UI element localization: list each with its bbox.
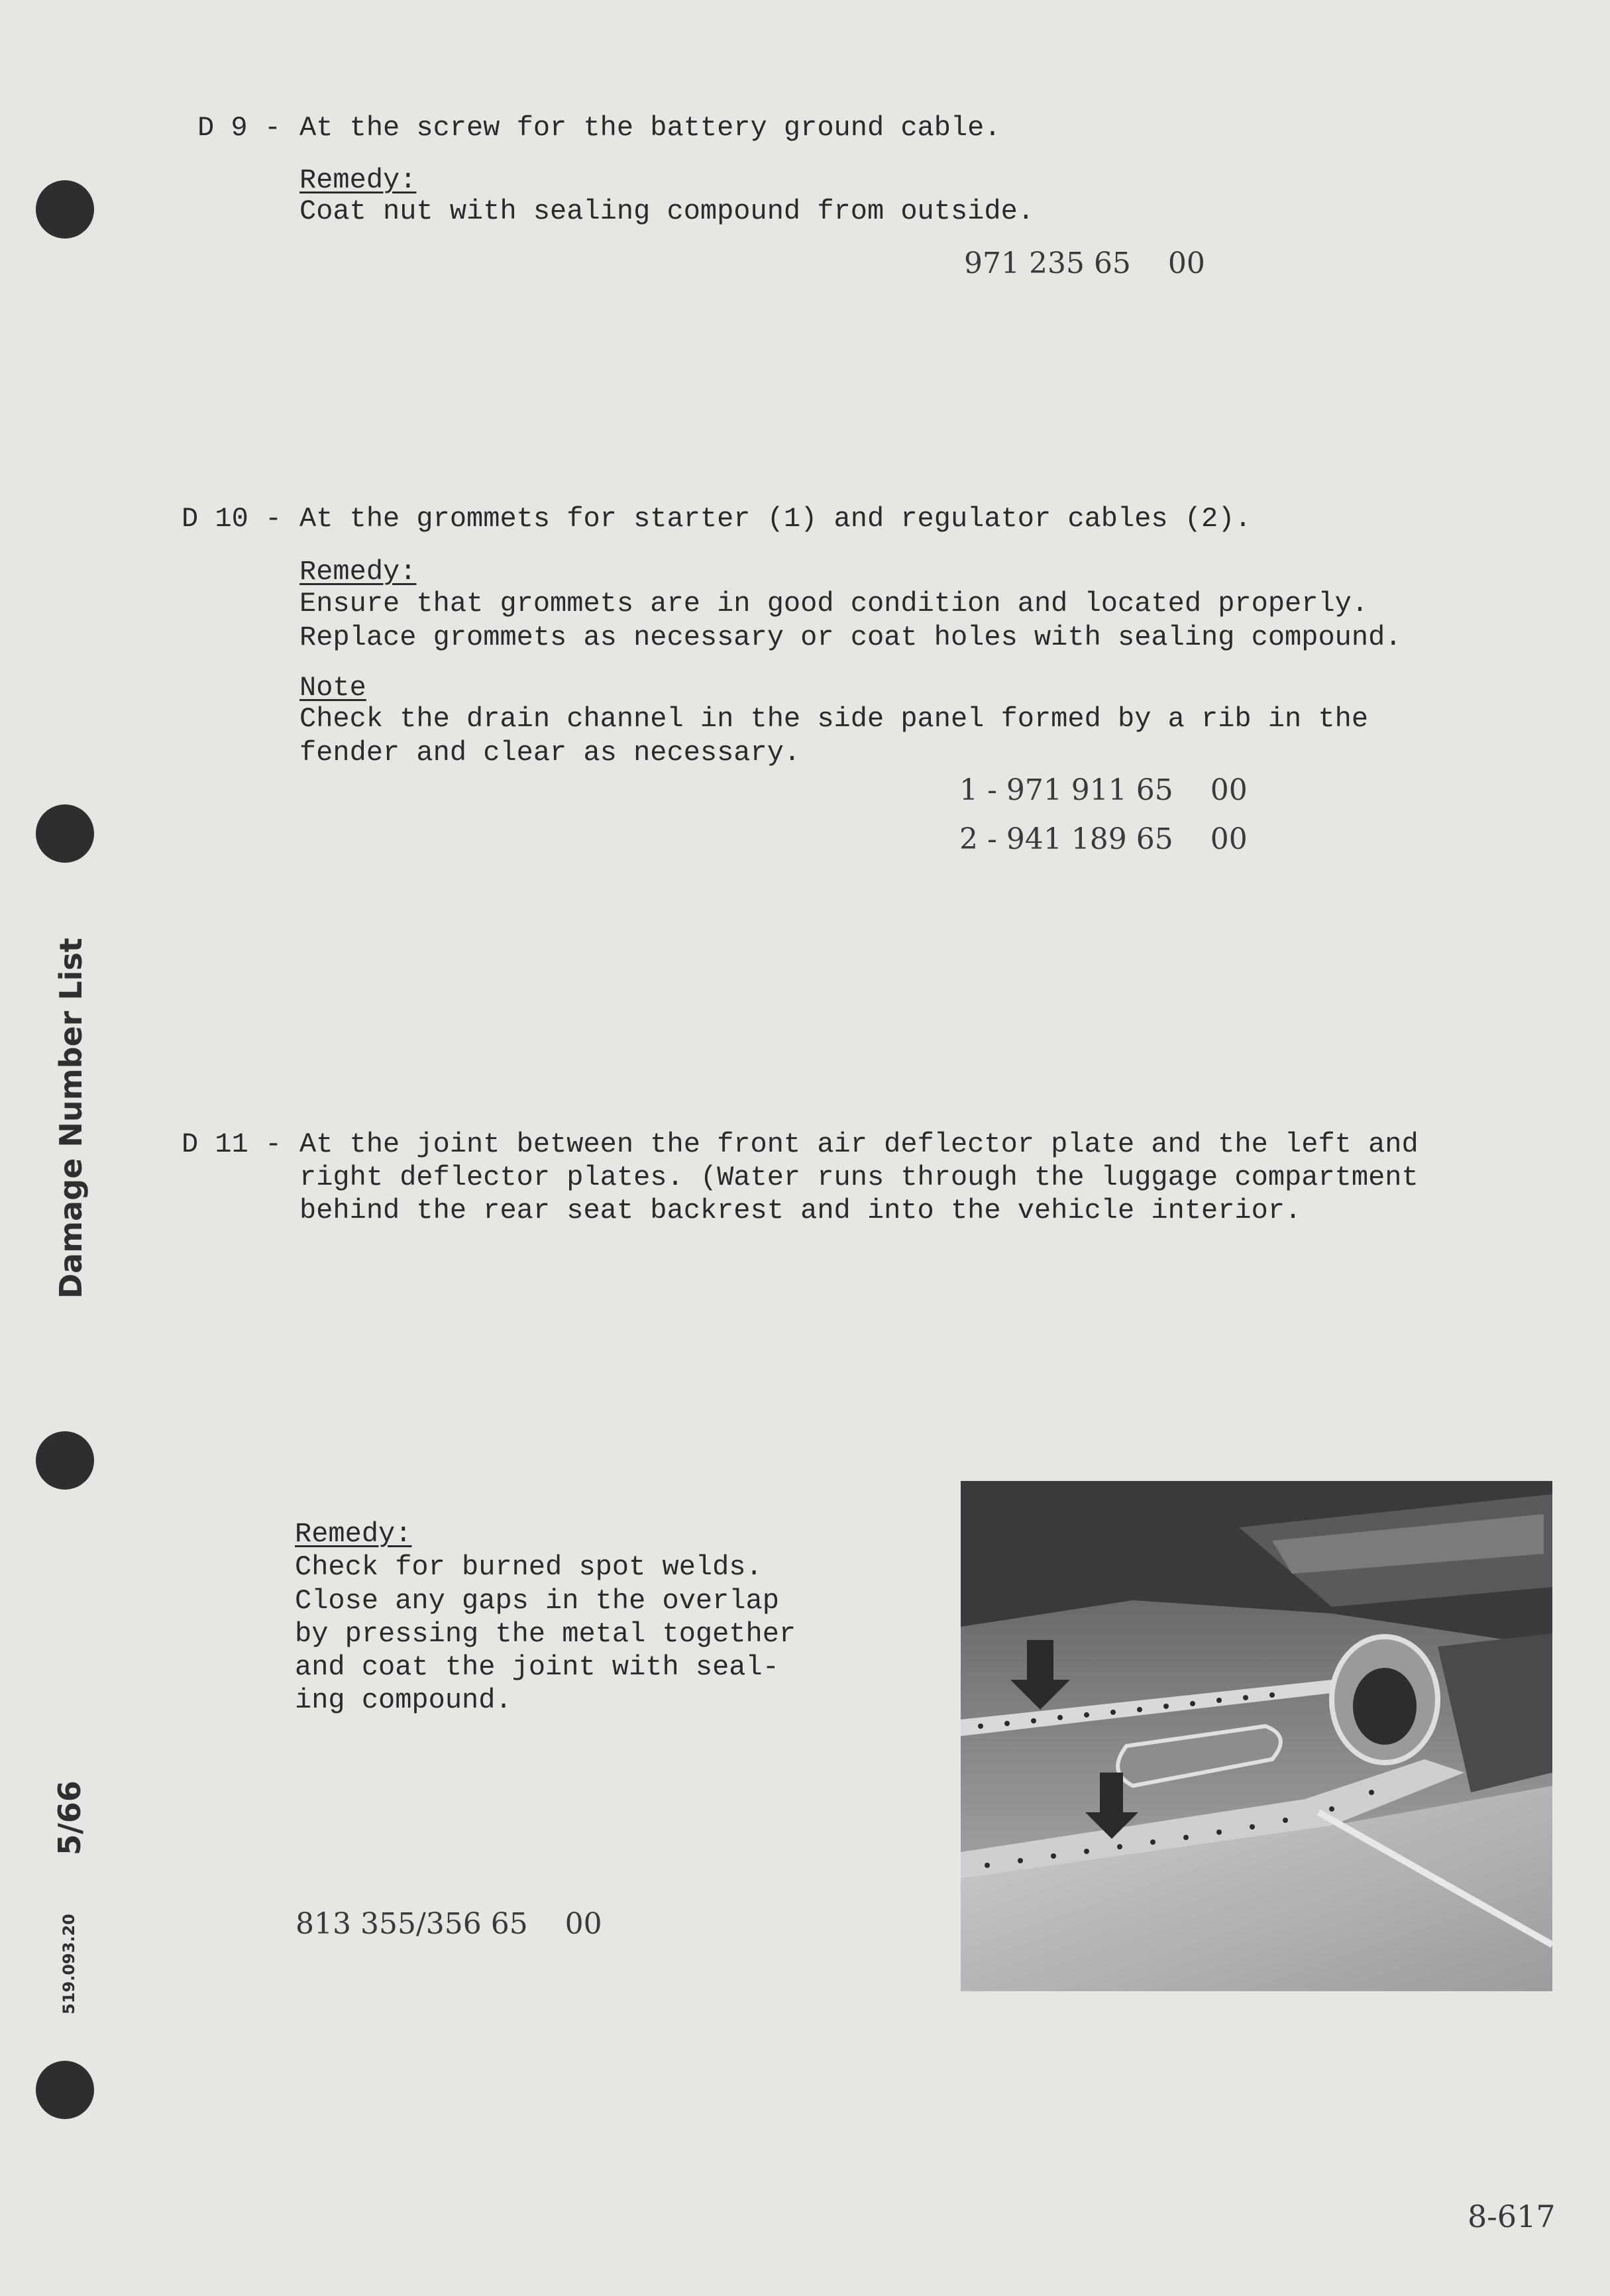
binder-hole-4 (36, 2061, 94, 2119)
d10-note-label: Note (299, 672, 366, 704)
d10-description: At the grommets for starter (1) and regulator cables (2). (299, 503, 1252, 535)
d11-remedy-line-4: and coat the joint with seal- (295, 1651, 779, 1683)
d9-remedy-text: Coat nut with sealing compound from outside. (299, 195, 1034, 227)
section-title: Damage Number List (53, 938, 89, 1299)
binder-hole-3 (36, 1431, 94, 1490)
d11-description-line-1: At the joint between the front air deflector plate and the left and (299, 1128, 1419, 1160)
d9-description: At the screw for the battery ground cable. (299, 112, 1001, 144)
d11-remedy-line-3: by pressing the metal together (295, 1618, 796, 1650)
d9-part-number: 971 235 65 00 (964, 246, 1205, 280)
d10-code: D 10 - (182, 503, 282, 535)
d11-remedy-line-2: Close any gaps in the overlap (295, 1585, 779, 1617)
document-code: 519.093.20 (60, 1914, 78, 2014)
d9-remedy-label: Remedy: (299, 164, 417, 196)
d11-description-line-3: behind the rear seat backrest and into the vehicle interior. (299, 1195, 1302, 1227)
d11-remedy-label: Remedy: (295, 1518, 412, 1550)
d11-description-line-2: right deflector plates. (Water runs through the luggage compartment (299, 1162, 1419, 1193)
binder-hole-1 (36, 180, 94, 239)
binder-hole-2 (36, 804, 94, 863)
page-number: 8-617 (1468, 2199, 1556, 2234)
d11-code: D 11 - (182, 1128, 282, 1160)
issue-date: 5/66 (52, 1780, 87, 1855)
d10-remedy-label: Remedy: (299, 556, 417, 588)
d10-note-line-2: fender and clear as necessary. (299, 737, 801, 769)
d10-part-number-1: 1 - 971 911 65 00 (959, 773, 1248, 807)
d11-remedy-line-1: Check for burned spot welds. (295, 1551, 763, 1583)
d11-remedy-line-5: ing compound. (295, 1684, 512, 1716)
d10-remedy-line-2: Replace grommets as necessary or coat holes with sealing compound. (299, 622, 1402, 653)
joint-photo (961, 1481, 1552, 1991)
d10-part-number-2: 2 - 941 189 65 00 (959, 822, 1248, 856)
d9-code: D 9 - (197, 112, 282, 144)
d11-part-number: 813 355/356 65 00 (295, 1907, 602, 1941)
d10-note-line-1: Check the drain channel in the side panel formed by a rib in the (299, 703, 1369, 735)
d10-remedy-line-1: Ensure that grommets are in good condition and located properly. (299, 588, 1369, 620)
